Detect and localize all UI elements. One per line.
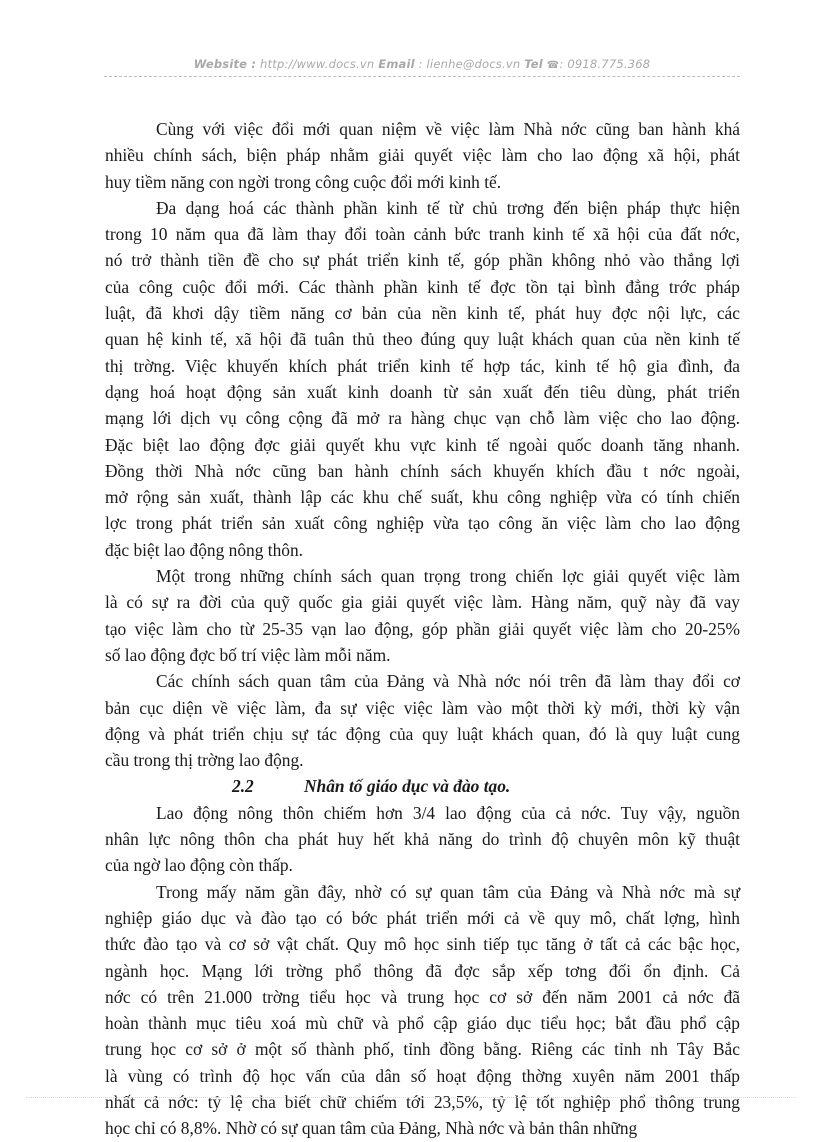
paragraph-line: đặc biệt lao động nông thôn. (105, 539, 304, 560)
paragraph-line: Đặc biệt lao động đợc giải quyết khu vực kinh tế ngoài quốc doanh tăng nhanh. (105, 434, 740, 455)
paragraph-line: Các chính sách quan tâm của Đảng và Nhà nớc nói trên đã làm thay đổi cơ (156, 671, 740, 692)
paragraph-line: thức đào tạo và cơ sở vật chất. Quy mô học sinh tiếp tục tăng ở tất cả các bậc học, (105, 934, 740, 955)
paragraph-line: ngành học. Mạng lới trờng phổ thông đã đợc sắp xếp tơng đối ổn định. Cả (105, 960, 740, 981)
header-rule (104, 76, 740, 77)
paragraph-line: Một trong những chính sách quan trọng trong chiến lợc giải quyết việc làm (156, 566, 740, 587)
paragraph-line: huy tiềm năng con ngời trong công cuộc đổi mới kinh tế. (105, 171, 502, 192)
paragraph-line: của ngờ lao động còn thấp. (105, 855, 293, 876)
paragraph-line: lợc trong phát triển sản xuất công nghiệp vừa tạo công ăn việc làm cho lao động (105, 513, 740, 534)
section-title: Nhân tố giáo dục và đào tạo. (304, 776, 511, 797)
paragraph-line: dạng hoá hoạt động sản xuất kinh doanh từ sản xuất đến tiêu dùng, phát triển (105, 381, 740, 402)
paragraph-line: quan hệ kinh tế, xã hội đã tuân thủ theo đúng quy luật khách quan của nền kinh tế (105, 329, 740, 350)
paragraph-line: bản cục diện về việc làm, đa sự việc việc làm vào một thời kỳ mới, thời kỳ vận (105, 697, 740, 718)
website-value: http://www.docs.vn (256, 57, 379, 71)
paragraph-line: nhiều chính sách, biện pháp nhằm giải quyết việc làm cho lao động xã hội, phát (105, 145, 740, 166)
paragraph-line: Trong mấy năm gần đây, nhờ có sự quan tâm của Đảng và Nhà nớc mà sự (156, 881, 740, 902)
paragraph-line: cầu trong thị trờng lao động. (105, 750, 304, 771)
page-header (104, 57, 740, 75)
paragraph-line: nhân lực nông thôn cha phát huy hết khả năng do trình độ chuyên môn kỹ thuật (105, 829, 740, 850)
paragraph-line: nghiệp giáo dục và đào tạo có bớc phát triển mới cả về quy mô, chất lợng, hình (105, 907, 740, 928)
paragraph-line: hoàn thành mục tiêu xoá mù chữ và phổ cập giáo dục tiểu học; bắt đầu phổ cập (105, 1013, 740, 1034)
paragraph-line: nhất cả nớc: tỷ lệ cha biết chữ chiếm tới 23,5%, tỷ lệ tốt nghiệp phổ thông trung (105, 1091, 740, 1112)
paragraph-line: trong 10 năm qua đã làm thay đổi toàn cảnh bức tranh kinh tế xã hội của đất nớc, (105, 224, 740, 245)
paragraph-line: Đa dạng hoá các thành phần kinh tế từ chủ trơng đến biện pháp thực hiện (156, 197, 740, 218)
email-label: Email (378, 57, 415, 71)
footer-rule (26, 1097, 796, 1098)
section-heading (105, 773, 740, 799)
paragraph-line: của công cuộc đổi mới. Các thành phần kinh tế đợc tồn tại bình đẳng trớc pháp (105, 276, 740, 297)
paragraph-line: trung học cơ sở ở một số thành phố, tỉnh đồng bằng. Riêng các tỉnh nh Tây Bắc (105, 1039, 740, 1060)
paragraph-line: số lao động đợc bố trí việc làm mỗi năm. (105, 644, 391, 665)
paragraph-line: là vùng có trình độ học vấn của dân số hoạt động thờng xuyên năm 2001 thấp (105, 1065, 740, 1086)
paragraph-line: luật, đã khơi dậy tiềm năng cơ bản của nền kinh tế, phát huy đợc nội lực, các (105, 303, 740, 324)
paragraph-line: Cùng với việc đổi mới quan niệm về việc làm Nhà nớc cũng ban hành khá (156, 119, 740, 139)
tel-label: Tel (524, 57, 543, 71)
tel-value: : 0918.775.368 (559, 57, 651, 71)
paragraph-line: Lao động nông thôn chiếm hơn 3/4 lao động của cả nớc. Tuy vậy, nguồn (156, 802, 740, 823)
document-body (105, 116, 740, 1142)
paragraph-line: Đồng thời Nhà nớc cũng ban hành chính sách khuyến khích đầu t nớc ngoài, (105, 460, 740, 481)
paragraph-line: tạo việc làm cho từ 25-35 vạn lao động, góp phần giải quyết việc làm cho 20-25% (105, 618, 740, 639)
section-number: 2.2 (232, 776, 254, 797)
paragraph-line: là có sự ra đời của quỹ quốc gia giải quyết việc làm. Hàng năm, quỹ này đã vay (105, 592, 740, 613)
paragraph-line: mạng lới dịch vụ công cộng đã mở ra hàng chục vạn chỗ làm việc cho lao động. (105, 408, 740, 429)
paragraph-line: nớc có trên 21.000 trờng tiểu học và trung học cơ sở đến năm 2001 cả nớc đã (105, 986, 740, 1007)
paragraph-line: mở rộng sản xuất, thành lập các khu chế suất, khu công nghiệp vừa có tính chiến (105, 487, 740, 508)
website-label: Website : (193, 57, 257, 71)
paragraph-line: động và phát triển chịu sự tác động của quy luật khách quan, đó là quy luật cung (105, 723, 740, 744)
paragraph-line: học chỉ có 8,8%. Nhờ có sự quan tâm của Đảng, Nhà nớc và bản thân những (105, 1118, 638, 1139)
paragraph-line: nó trở thành tiền đề cho sự phát triển kinh tế, góp phần không nhỏ vào thắng lợi (105, 250, 740, 271)
paragraph-line: thị trờng. Việc khuyến khích phát triển kinh tế hợp tác, kinh tế hộ gia đình, đa (105, 355, 740, 376)
phone-icon: ☎ (546, 60, 560, 71)
email-value: : lienhe@docs.vn (414, 57, 525, 71)
